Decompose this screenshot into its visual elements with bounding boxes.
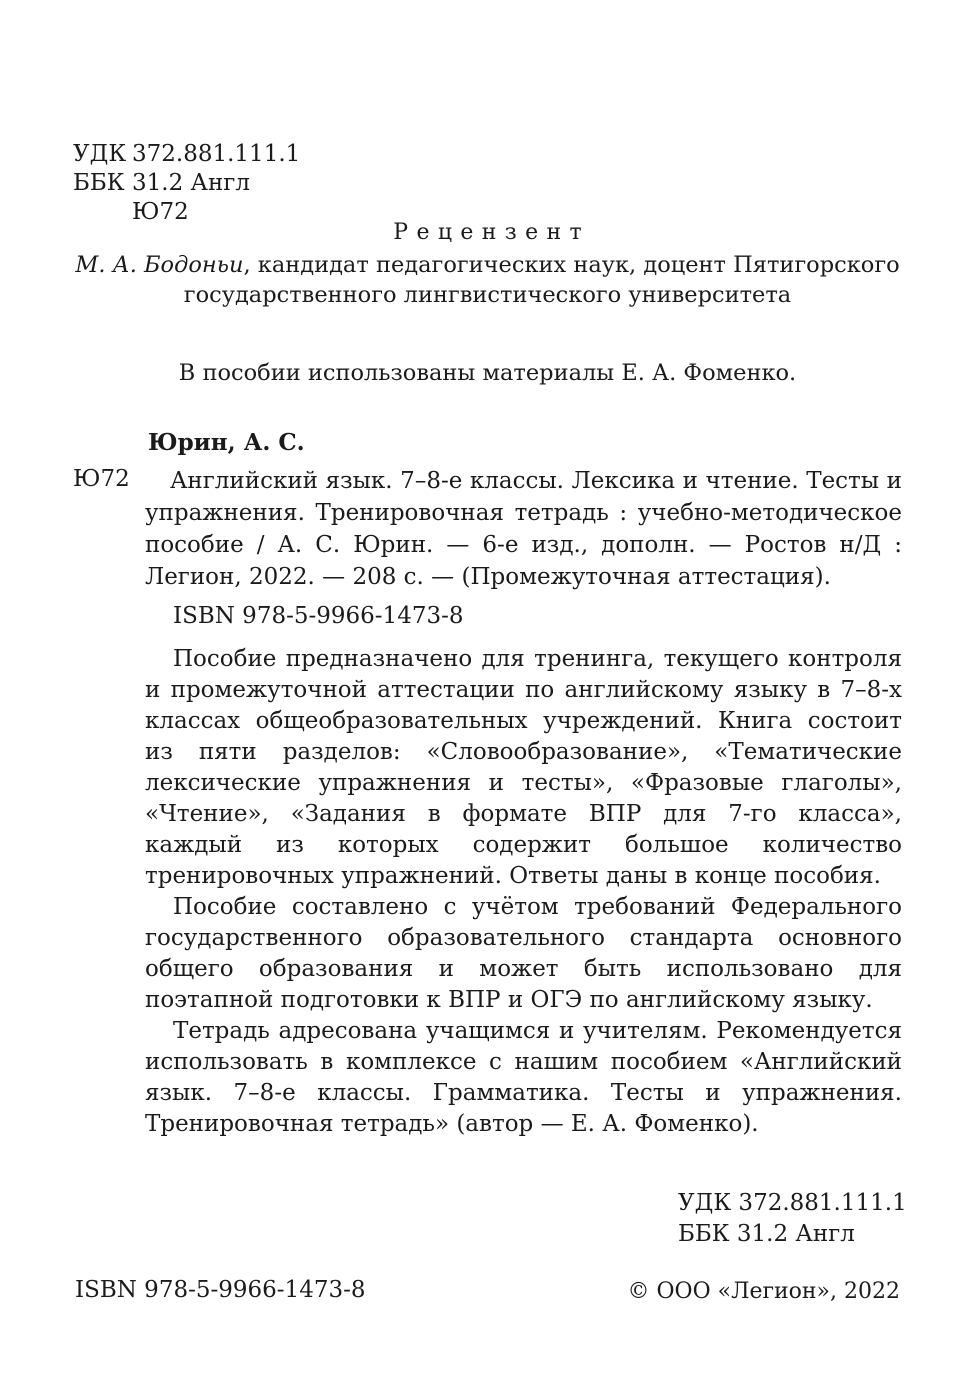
- footer-isbn: ISBN 978-5-9966-1473-8: [75, 1277, 366, 1303]
- catalog-card-description: Английский язык. 7–8-е классы. Лексика и чтение. Тесты и упражнения. Тренировочная тетрадь : учебно-методическое пособие / А. С. Юрин. — 6-е изд., дополн. — Ростов н/Д : Легион, 2022. — 208 с. — (Промежуточная аттестация).: [145, 468, 902, 590]
- bbk-label: ББК: [73, 170, 125, 196]
- reviewer-credit: [0, 251, 975, 310]
- annotation-paragraph-3: Тетрадь адресована учащимся и учителям. Рекомендуется использовать в комплексе с нашим пособием «Английский язык. 7–8-е классы. Грамматика. Тесты и упражнения. Тренировочная тетрадь» (автор — Е. А. Фоменко).: [145, 1018, 902, 1137]
- bottom-udk: УДК 372.881.111.1: [678, 1190, 907, 1216]
- udk-value: 372.881.111.1: [132, 141, 301, 167]
- catalog-card-author: Юрин, А. С.: [148, 429, 305, 456]
- author-code: Ю72: [132, 199, 189, 225]
- bbk-value: 31.2 Англ: [132, 170, 250, 196]
- footer-copyright: © ООО «Легион», 2022: [627, 1279, 900, 1304]
- bottom-bbk: ББК 31.2 Англ: [678, 1221, 855, 1247]
- reviewer-name: М. А. Бодоньи: [75, 252, 244, 278]
- top-classification-block: [73, 140, 300, 227]
- reviewer-heading: Рецензент: [393, 220, 591, 245]
- reviewer-title: , кандидат педагогических наук, доцент Пятигорского: [243, 252, 900, 278]
- reviewer-line-2: государственного лингвистического университета: [183, 281, 792, 308]
- catalog-card-isbn: ISBN 978-5-9966-1473-8: [173, 603, 464, 629]
- catalog-card-margin-code: Ю72: [73, 466, 130, 492]
- bbk-row: [73, 169, 300, 198]
- annotation-paragraph-1: Пособие предназначено для тренинга, текущего контроля и промежуточной аттестации по английскому языку в 7–8-х классах общеобразовательных учреждений. Книга состоит из пяти разделов: «Словообразование», «Тематические лексические упражнения и тесты», «Фразовые глаголы», «Чтение», «Задания в формате ВПР для 7-го класса», каждый из которых содержит большое количество тренировочных упражнений. Ответы даны в конце пособия.: [145, 646, 902, 889]
- annotation-block: [145, 644, 902, 1140]
- reviewer-line-1: [0, 251, 975, 281]
- udk-label: УДК: [73, 141, 127, 167]
- annotation-paragraph-2: Пособие составлено с учётом требований Федерального государственного образовательного стандарта основного общего образования и может быть использовано для поэтапной подготовки к ВПР и ОГЭ по английскому языку.: [145, 894, 902, 1013]
- bottom-classification-block: [678, 1188, 907, 1250]
- udk-row: [73, 140, 300, 169]
- materials-note: В пособии использованы материалы Е. А. Фоменко.: [178, 360, 797, 386]
